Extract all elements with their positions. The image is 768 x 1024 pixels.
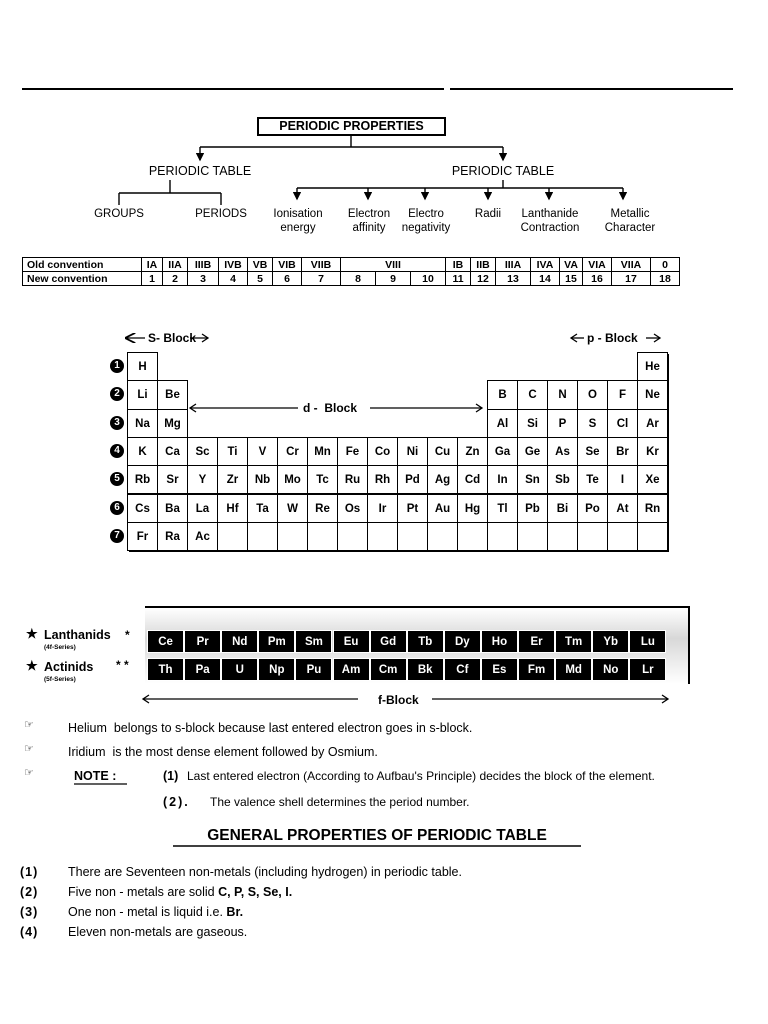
lanthanide-cell: Lu [629, 630, 666, 653]
element-cell: Y [187, 465, 218, 494]
element-cell: Cr [277, 437, 308, 466]
period-number-badge: 1 [110, 359, 124, 373]
empty-cell [247, 522, 278, 551]
property-line: Radii [474, 208, 502, 220]
lanthanide-cell: Eu [333, 630, 370, 653]
old-group: VIA [583, 258, 612, 272]
element-cell: Sc [187, 437, 218, 466]
actinids-mark: * * [116, 658, 129, 672]
element-cell: Ne [637, 380, 668, 409]
element-cell: Bi [547, 494, 578, 523]
new-group: 15 [560, 272, 583, 286]
element-cell: Mo [277, 465, 308, 494]
element-cell: Ti [217, 437, 248, 466]
lanthanide-cell: Ho [481, 630, 518, 653]
periodic-table-left: PERIODIC TABLE [148, 164, 252, 178]
old-group: IIIB [188, 258, 219, 272]
element-cell: Ag [427, 465, 458, 494]
lanthanide-cell: Ce [147, 630, 184, 653]
element-cell: Ru [337, 465, 368, 494]
lanthanide-cell: Yb [592, 630, 629, 653]
fblock-rows [147, 630, 667, 680]
property-line: Electron [347, 208, 391, 220]
element-cell: Cd [457, 465, 488, 494]
element-cell: Se [577, 437, 608, 466]
note-helium: Helium belongs to s-block because last entered electron goes in s-block. [68, 721, 473, 735]
p-block-label: p - Block [587, 331, 638, 345]
element-cell: Mg [157, 409, 188, 438]
lanthanide-cell: Dy [444, 630, 481, 653]
new-group: 2 [163, 272, 188, 286]
element-cell: Os [337, 494, 368, 523]
old-group: IIA [163, 258, 188, 272]
new-group: 16 [583, 272, 612, 286]
empty-cell [367, 522, 398, 551]
element-cell: Ra [157, 522, 188, 551]
new-group: 8 [341, 272, 376, 286]
actinide-cell: U [221, 658, 258, 681]
general-title: GENERAL PROPERTIES OF PERIODIC TABLE [207, 827, 547, 844]
element-cell: Na [127, 409, 158, 438]
property-line: Electro [408, 208, 444, 220]
element-cell: Rb [127, 465, 158, 494]
empty-cell [427, 522, 458, 551]
element-cell: Au [427, 494, 458, 523]
empty-cell [277, 522, 308, 551]
element-cell: Pt [397, 494, 428, 523]
element-cell: Po [577, 494, 608, 523]
item-text: One non - metal is liquid i.e. [68, 905, 227, 919]
period-number-badge: 2 [110, 387, 124, 401]
new-group: 12 [471, 272, 496, 286]
property-line: Ionisation [273, 208, 323, 220]
old-group: VIII [341, 258, 446, 272]
element-cell: Li [127, 380, 158, 409]
new-group: 6 [273, 272, 302, 286]
new-convention-label: New convention [23, 272, 142, 286]
empty-cell [607, 522, 638, 551]
old-convention-label: Old convention [23, 258, 142, 272]
actinide-cell: Th [147, 658, 184, 681]
item-number: (1) [20, 865, 39, 879]
s-block-label: S- Block [148, 331, 197, 345]
element-cell: Ga [487, 437, 518, 466]
actinide-cell: Cf [444, 658, 481, 681]
new-group: 5 [248, 272, 273, 286]
element-cell: B [487, 380, 518, 409]
period-number-badge: 4 [110, 444, 124, 458]
actinide-cell: Np [258, 658, 295, 681]
property-line: Lanthanide [521, 208, 579, 220]
element-cell: Si [517, 409, 548, 438]
note2-number: (2). [163, 795, 190, 809]
old-group: IVA [531, 258, 560, 272]
f-block-label: f-Block [378, 693, 419, 707]
element-cell: C [517, 380, 548, 409]
item-text: Eleven non-metals are gaseous. [68, 925, 248, 939]
new-group: 9 [376, 272, 411, 286]
element-cell: Ac [187, 522, 218, 551]
empty-cell [547, 522, 578, 551]
d-block-label: d - Block [303, 401, 358, 415]
actinide-cell: Fm [518, 658, 555, 681]
lanthanids-star: ★ [26, 626, 38, 641]
element-cell: Zn [457, 437, 488, 466]
element-cell: I [607, 465, 638, 494]
element-cell: S [577, 409, 608, 438]
actinide-cell: Md [555, 658, 592, 681]
actinids-star: ★ [26, 658, 38, 673]
actinids-sub: (5f-Series) [44, 676, 76, 683]
item-bold: C, P, S, Se, I. [218, 885, 293, 899]
element-cell: Tc [307, 465, 338, 494]
note-label: NOTE : [74, 769, 117, 783]
empty-cell [307, 522, 338, 551]
element-cell: Sn [517, 465, 548, 494]
element-cell: In [487, 465, 518, 494]
periodic-table-right: PERIODIC TABLE [451, 164, 555, 178]
element-cell: Ba [157, 494, 188, 523]
new-group: 13 [496, 272, 531, 286]
actinide-cell: Pa [184, 658, 221, 681]
old-group: IB [446, 258, 471, 272]
lanthanide-cell: Pr [184, 630, 221, 653]
lanthanids-label: Lanthanids [44, 628, 111, 642]
old-group: IA [142, 258, 163, 272]
new-group: 3 [188, 272, 219, 286]
actinide-cell: Pu [295, 658, 332, 681]
element-cell: Nb [247, 465, 278, 494]
actinide-cell: Lr [629, 658, 666, 681]
element-cell: Br [607, 437, 638, 466]
element-cell: Ir [367, 494, 398, 523]
item-bold: Br. [226, 905, 244, 919]
period-number-badge: 5 [110, 472, 124, 486]
empty-cell [217, 522, 248, 551]
element-cell: Fe [337, 437, 368, 466]
new-convention-row [23, 272, 680, 286]
element-cell: At [607, 494, 638, 523]
element-cell: Be [157, 380, 188, 409]
element-cell: Cl [607, 409, 638, 438]
element-cell: Hg [457, 494, 488, 523]
lanthanide-cell: Tm [555, 630, 592, 653]
property-line: Metallic [610, 208, 650, 220]
actinids-label: Actinids [44, 660, 94, 674]
old-group: IIIA [496, 258, 531, 272]
periods-label: PERIODS [195, 208, 247, 220]
item-text: There are Seventeen non-metals (including hydrogen) in periodic table. [68, 865, 462, 879]
property-line: Character [604, 222, 656, 234]
empty-cell [487, 522, 518, 551]
actinide-cell: Es [481, 658, 518, 681]
lanthanide-cell: Nd [221, 630, 258, 653]
pointing-hand-icon: ☞ [24, 767, 34, 779]
new-group: 10 [411, 272, 446, 286]
pointing-hand-icon: ☞ [24, 743, 34, 755]
item-text-line [68, 885, 292, 899]
actinide-cell: Am [333, 658, 370, 681]
note2-text: The valence shell determines the period number. [210, 795, 470, 809]
element-cell: Re [307, 494, 338, 523]
lanthanide-cell: Gd [370, 630, 407, 653]
old-group: VA [560, 258, 583, 272]
item-number: (4) [20, 925, 39, 939]
element-cell: Pb [517, 494, 548, 523]
empty-cell [637, 522, 668, 551]
note1-number: (1) [163, 769, 179, 783]
element-cell: Xe [637, 465, 668, 494]
convention-table [22, 257, 680, 286]
item-text-line [68, 905, 243, 919]
old-group: IVB [219, 258, 248, 272]
element-cell: W [277, 494, 308, 523]
element-cell: V [247, 437, 278, 466]
new-group: 1 [142, 272, 163, 286]
empty-cell [337, 522, 368, 551]
pointing-hand-icon: ☞ [24, 719, 34, 731]
element-cell: Pd [397, 465, 428, 494]
element-cell: Ar [637, 409, 668, 438]
property-line: energy [280, 222, 316, 234]
new-group: 11 [446, 272, 471, 286]
lanthanids-sub: (4f-Series) [44, 644, 76, 651]
element-cell: Sr [157, 465, 188, 494]
new-group: 7 [302, 272, 341, 286]
actinide-cell: No [592, 658, 629, 681]
old-group: VIB [273, 258, 302, 272]
element-cell: Co [367, 437, 398, 466]
old-convention-row [23, 258, 680, 272]
element-cell: P [547, 409, 578, 438]
element-cell: Hf [217, 494, 248, 523]
lanthanide-cell: Tb [407, 630, 444, 653]
empty-cell [397, 522, 428, 551]
element-cell: F [607, 380, 638, 409]
element-cell: Sb [547, 465, 578, 494]
element-cell: Tl [487, 494, 518, 523]
element-cell: Ni [397, 437, 428, 466]
lanthanide-cell: Sm [295, 630, 332, 653]
old-group: VB [248, 258, 273, 272]
new-group: 14 [531, 272, 560, 286]
new-group: 17 [612, 272, 651, 286]
element-cell: Te [577, 465, 608, 494]
element-cell: Fr [127, 522, 158, 551]
note-iridium: Iridium is the most dense element followed by Osmium. [68, 745, 378, 759]
element-cell: K [127, 437, 158, 466]
old-group: IIB [471, 258, 496, 272]
element-cell: He [637, 352, 668, 381]
element-cell: Al [487, 409, 518, 438]
new-group: 18 [651, 272, 680, 286]
item-number: (3) [20, 905, 39, 919]
period-number-badge: 3 [110, 416, 124, 430]
note1-text: Last entered electron (According to Aufbau's Principle) decides the block of the element. [187, 769, 655, 783]
element-cell: Cs [127, 494, 158, 523]
property-line: Contraction [520, 222, 580, 234]
lanthanids-mark: * [125, 628, 130, 642]
lanthanide-cell: Pm [258, 630, 295, 653]
new-group: 4 [219, 272, 248, 286]
property-line: negativity [401, 222, 451, 234]
element-cell: Mn [307, 437, 338, 466]
groups-label: GROUPS [94, 208, 144, 220]
empty-cell [577, 522, 608, 551]
old-group: 0 [651, 258, 680, 272]
element-cell: Ta [247, 494, 278, 523]
element-cell: Ge [517, 437, 548, 466]
element-cell: H [127, 352, 158, 381]
old-group: VIIB [302, 258, 341, 272]
element-cell: Rn [637, 494, 668, 523]
element-cell: Rh [367, 465, 398, 494]
element-cell: La [187, 494, 218, 523]
empty-cell [517, 522, 548, 551]
property-line: affinity [352, 222, 386, 234]
period-number-badge: 6 [110, 501, 124, 515]
element-cell: As [547, 437, 578, 466]
lanthanide-cell: Er [518, 630, 555, 653]
element-cell: O [577, 380, 608, 409]
empty-cell [457, 522, 488, 551]
root-title: PERIODIC PROPERTIES [279, 119, 424, 133]
element-cell: Ca [157, 437, 188, 466]
old-group: VIIA [612, 258, 651, 272]
item-number: (2) [20, 885, 39, 899]
element-cell: Cu [427, 437, 458, 466]
element-cell: Kr [637, 437, 668, 466]
item-text: Five non - metals are solid [68, 885, 219, 899]
period-number-badge: 7 [110, 529, 124, 543]
element-cell: Zr [217, 465, 248, 494]
actinide-cell: Cm [370, 658, 407, 681]
element-cell: N [547, 380, 578, 409]
periodic-table-grid [127, 352, 667, 550]
actinide-cell: Bk [407, 658, 444, 681]
